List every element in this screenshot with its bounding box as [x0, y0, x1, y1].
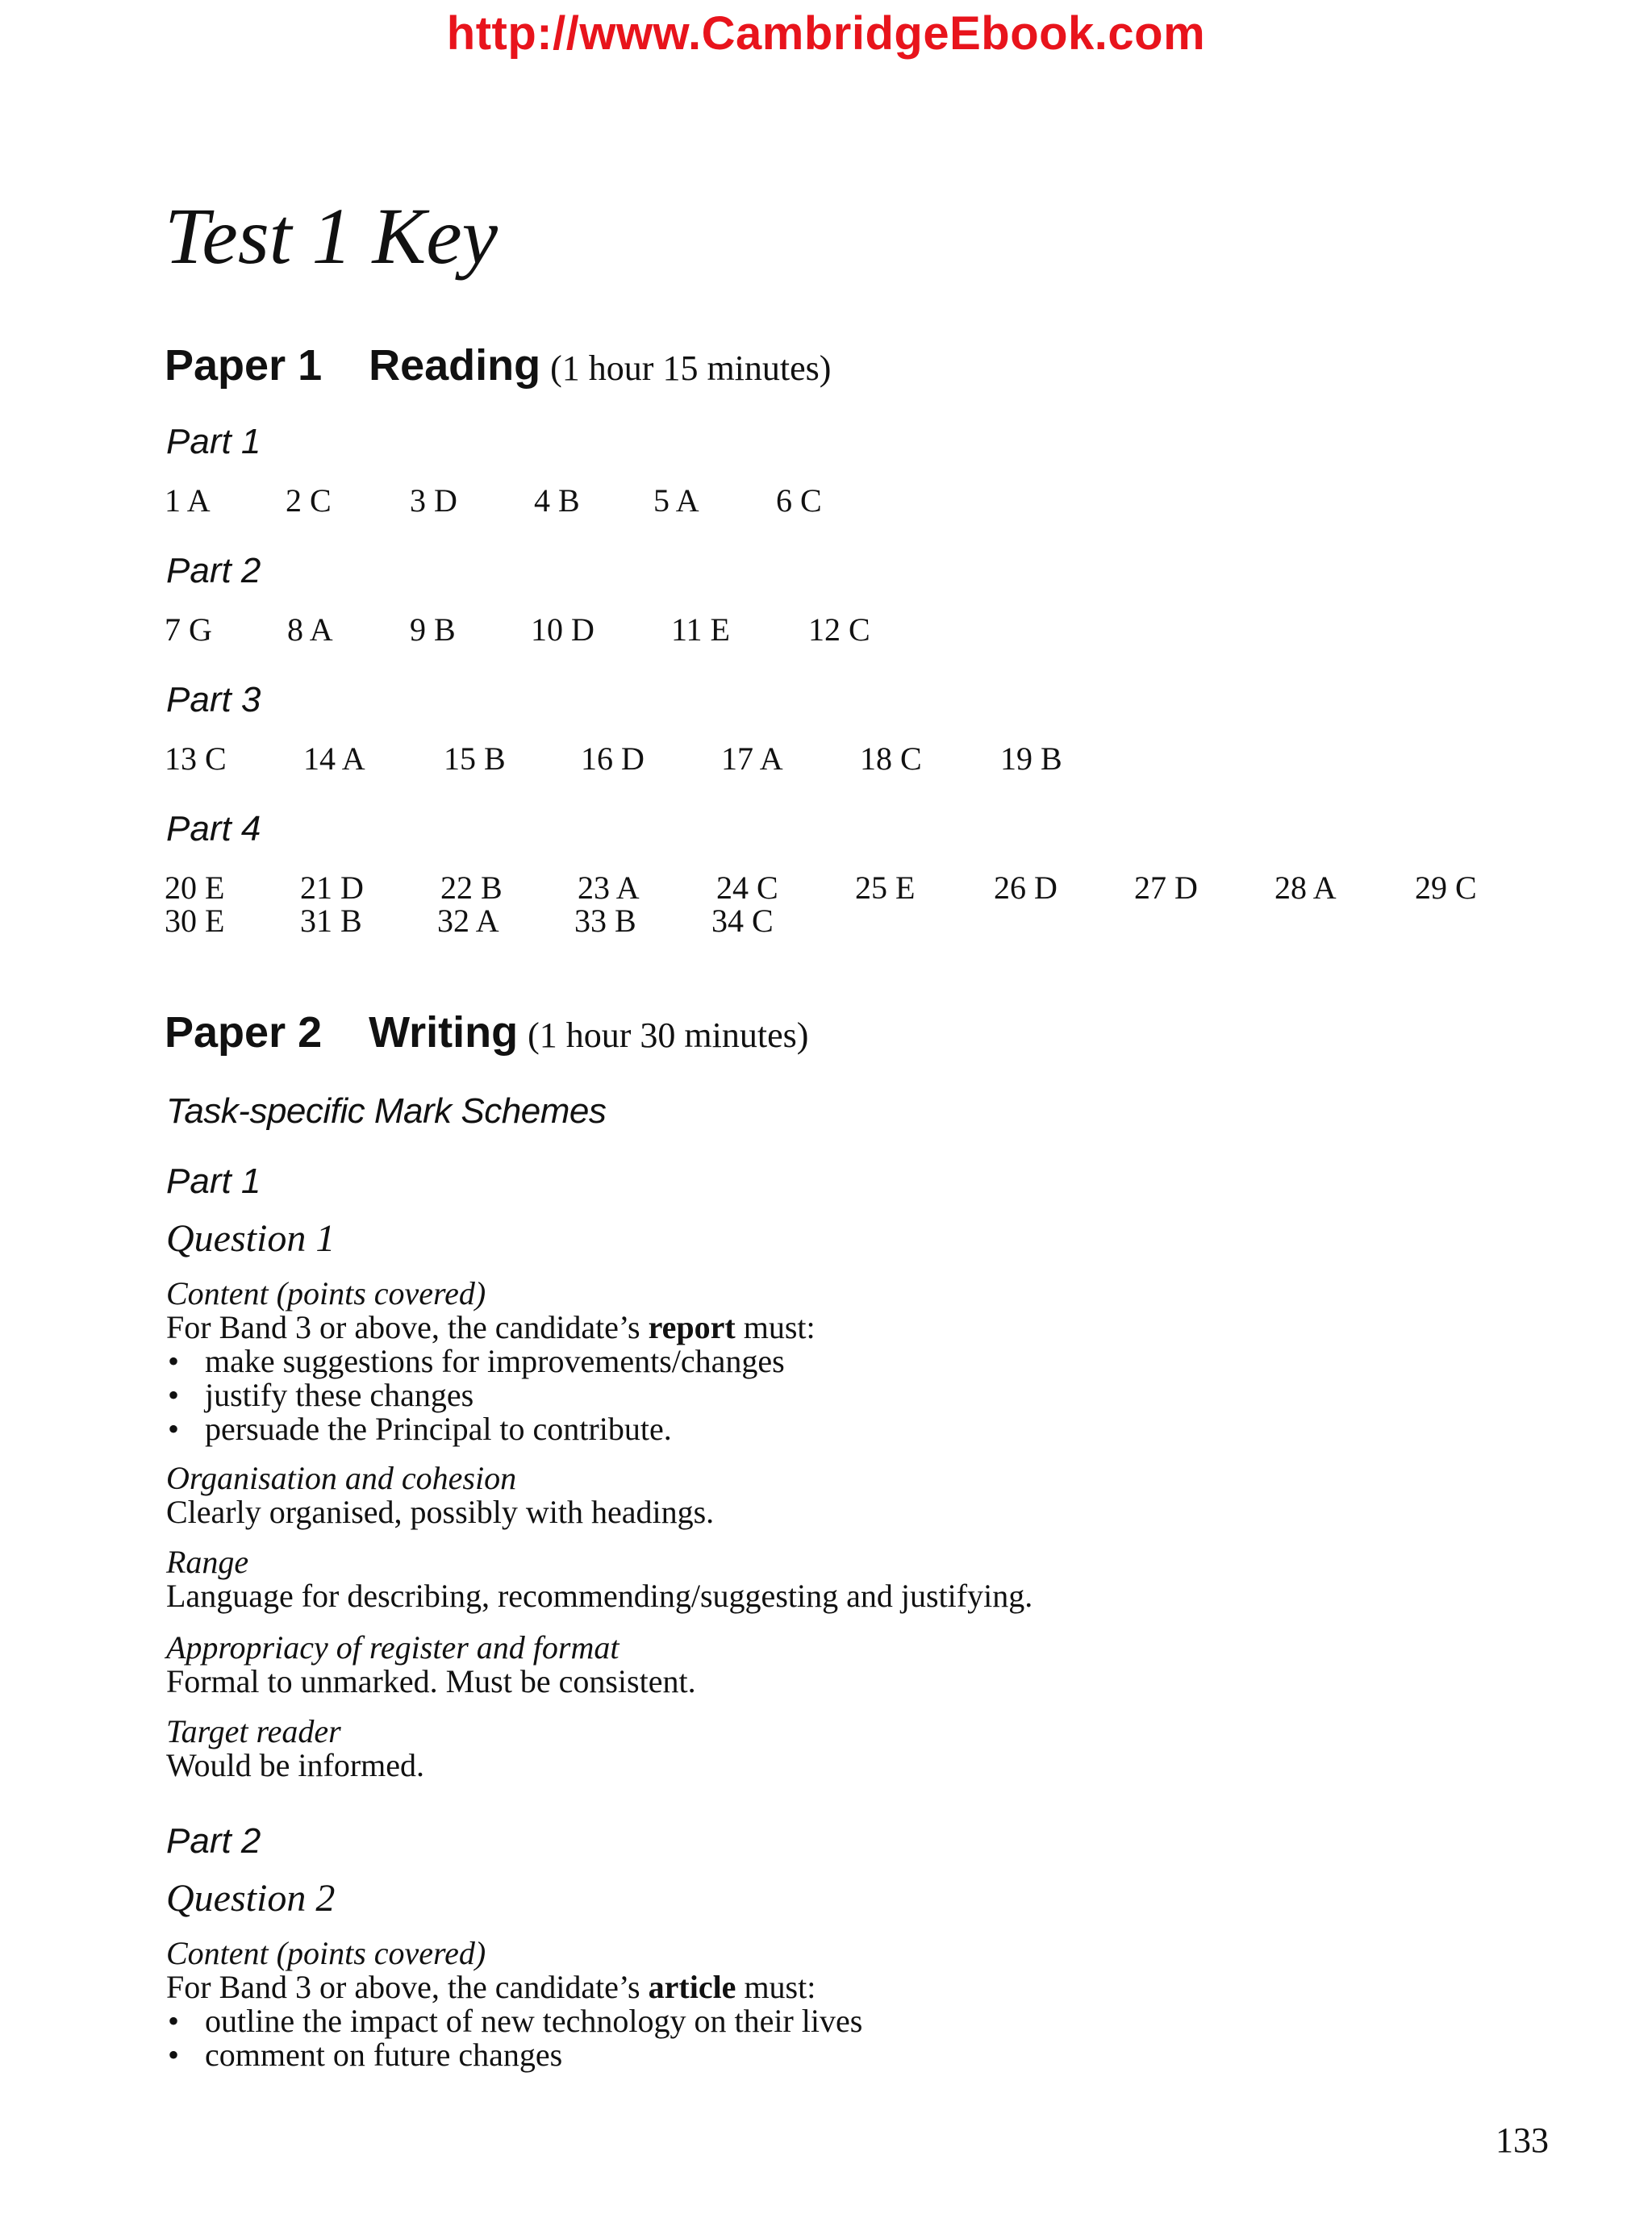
task-type-keyword: report — [648, 1309, 736, 1345]
answer-item: 6 C — [776, 482, 822, 519]
list-item: • persuade the Principal to contribute. — [166, 1412, 816, 1446]
list-item: • justify these changes — [166, 1378, 816, 1412]
criterion-label: Organisation and cohesion — [166, 1460, 517, 1496]
paper2-number: Paper 2 — [165, 1008, 323, 1057]
criterion-label: Range — [166, 1544, 249, 1580]
content-label: Content (points covered) — [166, 1935, 486, 1971]
answer-item: 27 D — [1134, 869, 1198, 906]
answer-item: 29 C — [1415, 869, 1477, 906]
list-item: • make suggestions for improvements/changes — [166, 1345, 816, 1378]
paper1-part1-label: Part 1 — [166, 422, 261, 461]
list-item: • outline the impact of new technology on their lives — [166, 2004, 862, 2038]
question-1-content — [166, 1277, 816, 1446]
paper2-name: Writing — [369, 1008, 519, 1057]
paper1-heading — [165, 340, 831, 390]
paper1-part2-label: Part 2 — [166, 551, 261, 590]
criterion-text: Formal to unmarked. Must be consistent. — [166, 1663, 696, 1699]
answer-item: 1 A — [165, 482, 211, 519]
question-2-content — [166, 1937, 862, 2072]
answer-item: 14 A — [303, 740, 365, 777]
list-item: • comment on future changes — [166, 2038, 862, 2072]
question-1-heading: Question 1 — [166, 1217, 336, 1260]
criterion-range — [166, 1545, 1032, 1613]
answer-item: 30 E — [165, 903, 225, 939]
paper2-heading — [165, 1007, 808, 1057]
paper1-number: Paper 1 — [165, 341, 323, 390]
answer-item: 18 C — [860, 740, 922, 777]
answer-item: 31 B — [300, 903, 362, 939]
source-url: http://www.CambridgeEbook.com — [446, 7, 1206, 60]
criterion-label: Appropriacy of register and format — [166, 1629, 620, 1666]
answer-item: 2 C — [286, 482, 332, 519]
paper1-part3-label: Part 3 — [166, 680, 261, 719]
criterion-organisation — [166, 1462, 714, 1529]
answer-item: 22 B — [440, 869, 503, 906]
answer-item: 8 A — [287, 611, 333, 648]
page-number: 133 — [1496, 2120, 1549, 2160]
criterion-text: Would be informed. — [166, 1747, 425, 1783]
answer-item: 13 C — [165, 740, 227, 777]
answer-item: 17 A — [721, 740, 783, 777]
answer-item: 4 B — [534, 482, 580, 519]
page-title: Test 1 Key — [165, 191, 498, 281]
paper2-part1-label: Part 1 — [166, 1161, 261, 1201]
paper1-part4-label: Part 4 — [166, 809, 261, 849]
answer-item: 11 E — [671, 611, 730, 648]
content-label: Content (points covered) — [166, 1275, 486, 1311]
answer-item: 28 A — [1274, 869, 1337, 906]
answer-item: 10 D — [531, 611, 594, 648]
answer-item: 5 A — [653, 482, 699, 519]
content-bullets — [166, 1345, 816, 1446]
content-intro: For Band 3 or above, the candidate’s article must: — [166, 1969, 816, 2005]
criterion-text: Clearly organised, possibly with headings. — [166, 1494, 715, 1530]
answer-item: 34 C — [711, 903, 774, 939]
answer-item: 20 E — [165, 869, 225, 906]
answer-item: 12 C — [808, 611, 870, 648]
mark-schemes-subtitle: Task-specific Mark Schemes — [166, 1091, 607, 1131]
answer-item: 23 A — [578, 869, 640, 906]
answer-item: 26 D — [994, 869, 1058, 906]
answer-item: 24 C — [716, 869, 778, 906]
question-2-heading: Question 2 — [166, 1877, 336, 1920]
criterion-text: Language for describing, recommending/suggesting and justifying. — [166, 1578, 1033, 1614]
paper2-part2-label: Part 2 — [166, 1821, 261, 1861]
answer-item: 3 D — [410, 482, 457, 519]
paper2-duration: (1 hour 30 minutes) — [528, 1015, 809, 1055]
paper1-name: Reading — [369, 341, 541, 390]
answer-item: 16 D — [581, 740, 645, 777]
answer-item: 25 E — [855, 869, 916, 906]
answer-item: 33 B — [574, 903, 636, 939]
criterion-label: Target reader — [166, 1713, 341, 1749]
content-bullets — [166, 2004, 862, 2072]
paper1-duration: (1 hour 15 minutes) — [550, 348, 832, 388]
content-intro: For Band 3 or above, the candidate’s report must: — [166, 1309, 816, 1345]
criterion-register — [166, 1631, 696, 1699]
answer-item: 7 G — [165, 611, 212, 648]
answer-item: 32 A — [437, 903, 499, 939]
criterion-target-reader — [166, 1715, 424, 1783]
task-type-keyword: article — [648, 1969, 736, 2005]
answer-item: 9 B — [410, 611, 456, 648]
answer-item: 15 B — [444, 740, 506, 777]
answer-item: 19 B — [1000, 740, 1062, 777]
answer-item: 21 D — [300, 869, 364, 906]
